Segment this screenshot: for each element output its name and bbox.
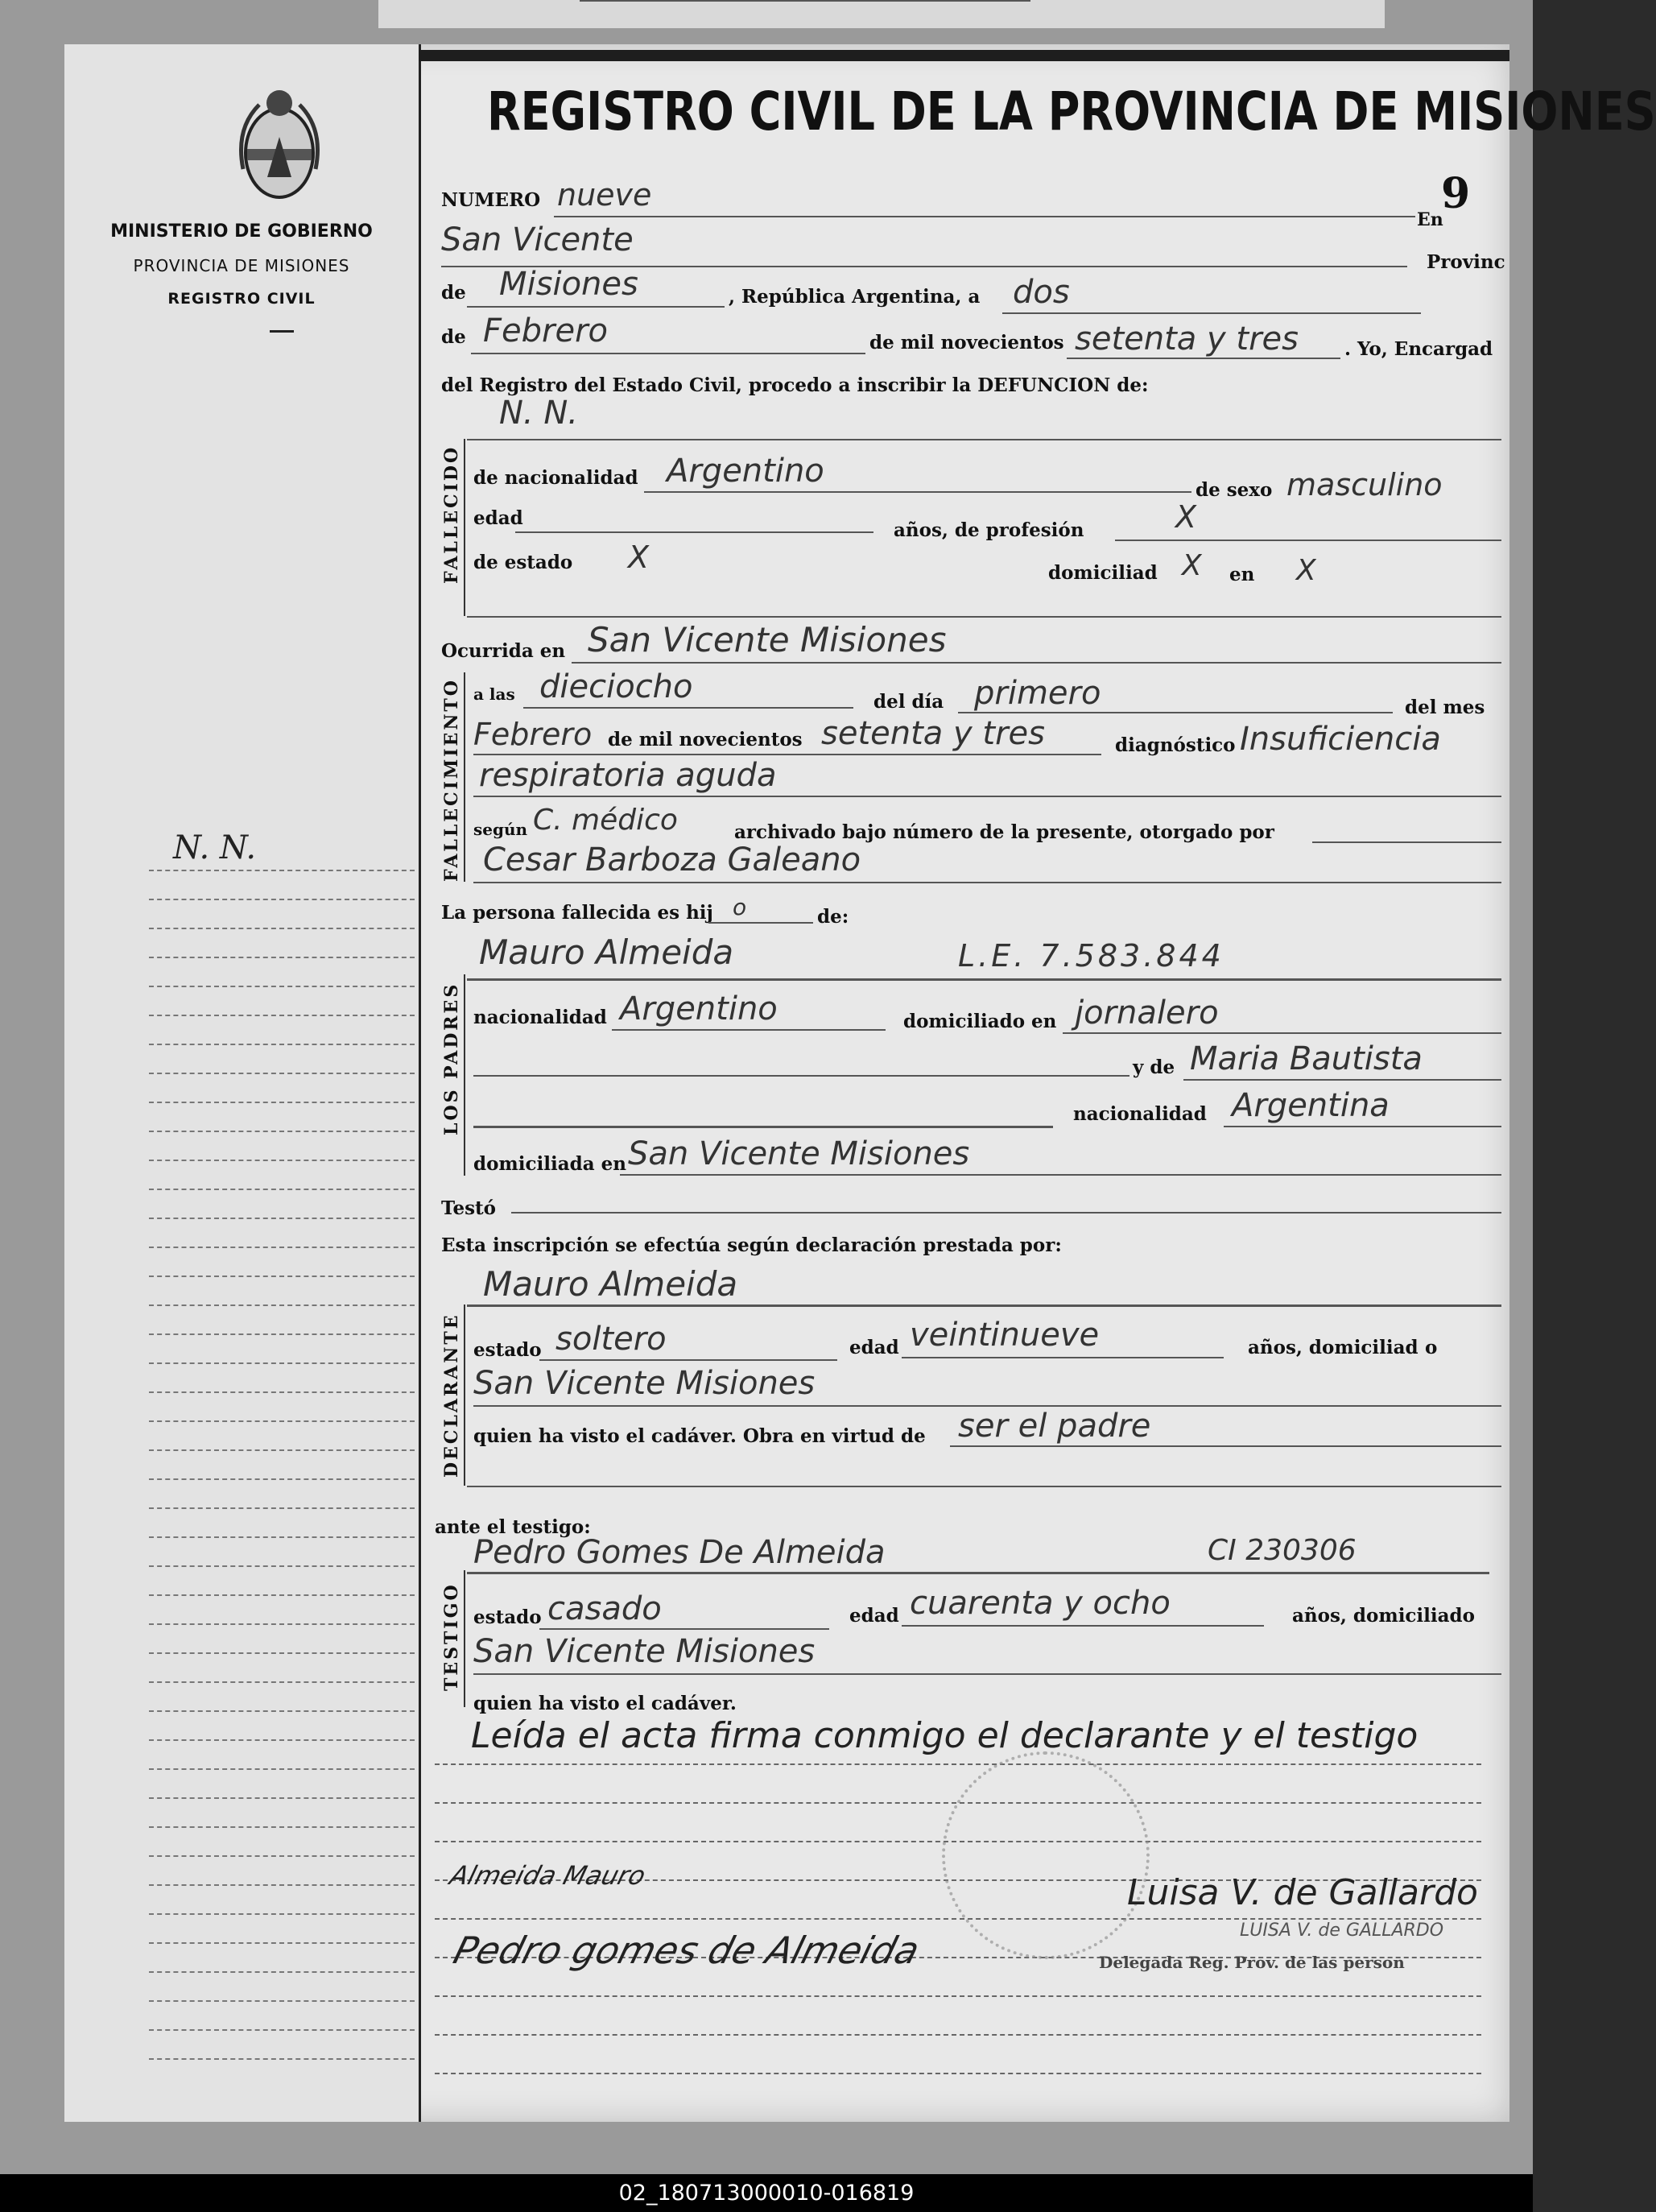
hijo-value: o [733,894,747,920]
testigo-doc-value: CI 230306 [1208,1534,1357,1567]
padres-bracket [464,974,465,1176]
closing-ruled-line [435,2073,1481,2074]
virtud-value: ser el padre [958,1408,1151,1445]
closing-ruled-line [435,1763,1481,1765]
registry-label: REGISTRO CIVIL [167,290,316,308]
ante-testigo-label: ante el testigo: [435,1516,591,1538]
diagnostico-label: diagnóstico [1115,734,1236,756]
coat-of-arms-icon [235,81,324,205]
province-value: Misiones [499,266,638,303]
diagnostico-value: Insuficiencia [1240,721,1441,758]
sello-nombre: LUISA V. de GALLARDO [1240,1921,1444,1941]
testigo-estado-rule [539,1628,829,1630]
provincia-label: Provinc [1427,251,1505,273]
stub-ruled-line [149,899,415,900]
en-value: X [1296,554,1316,587]
segun-label: según [473,820,528,839]
hijo-label: La persona fallecida es hij [441,902,713,924]
stub-ruled-line [149,1826,415,1828]
stub-ruled-line [149,1044,415,1045]
fallecido-name-rule [467,439,1501,440]
firma-declarante: Almeida Mauro [446,1860,649,1891]
testigo-edad-value: cuarenta y ocho [910,1585,1171,1622]
registro-label: del Registro del Estado Civil, procedo a inscribir la DEFUNCION de: [441,374,1149,396]
madre-value: Maria Bautista [1190,1040,1423,1077]
padre-nac-rule [612,1029,886,1031]
stub-ruled-line [149,1189,415,1190]
madre-nac-rule [1224,1126,1501,1127]
stub-ruled-line [149,1913,415,1915]
closing-ruled-line [435,2034,1481,2036]
padre-dom-value: jornalero [1075,994,1219,1032]
testigo-estado-label: estado [473,1606,542,1628]
testigo-edad-label: edad [849,1605,899,1627]
closing-ruled-line [435,1995,1481,1997]
stub-ruled-line [149,1797,415,1799]
province-rule [467,306,725,308]
hijo-rule [708,922,813,924]
ministry-label: MINISTERIO DE GOBIERNO [110,221,373,242]
edad-label: edad [473,507,523,529]
stub-ruled-line [149,1594,415,1596]
stub-ruled-line [149,1218,415,1219]
profesion-value: X [1175,499,1197,535]
fallecimiento-bracket [464,672,465,882]
padre-nac-value: Argentino [620,990,778,1027]
padre-nacionalidad-label: nacionalidad [473,1007,607,1028]
edad-rule [515,531,873,533]
stub-ruled-line [149,1710,415,1712]
declarante-end-rule [467,1486,1501,1487]
fallecido-section-label: FALLECIDO [441,444,462,584]
padre-extra-rule [473,1075,1129,1077]
stub-ruled-line [149,986,415,987]
stub-ruled-line [149,1333,415,1335]
de-label: de [441,282,466,304]
anios-label: años, de profesión [894,519,1084,541]
place-value: San Vicente [441,221,634,258]
image-id-text: 02_180713000010-016819 [618,2181,915,2206]
stub-ruled-line [149,1971,415,1973]
a-las-label: a las [473,684,515,704]
stub-ruled-line [149,2029,415,2031]
fallecido-name-value: N. N. [499,395,578,432]
sexo-value: masculino [1286,467,1443,502]
madre-rule [1183,1079,1501,1081]
declarante-section-label: DECLARANTE [441,1313,462,1478]
virtud-rule [950,1445,1501,1447]
testigo-quien-label: quien ha visto el cadáver. [473,1693,737,1714]
hora-value: dieciocho [539,668,693,705]
segun-value: C. médico [533,804,678,837]
declarante-estado-rule [539,1359,837,1361]
declarante-domicilio-value: San Vicente Misiones [473,1365,816,1402]
testigo-domicilio-rule [473,1673,1501,1675]
diagnostico-value-2: respiratoria aguda [479,757,777,794]
inscripcion-label: Esta inscripción se efectúa según declaración prestada por: [441,1234,1062,1256]
month-value: Febrero [483,312,608,349]
official-seal [942,1751,1150,1959]
ocurrida-rule [572,662,1501,664]
mil-label: de mil novecientos [869,332,1064,354]
testigo-section-label: TESTIGO [441,1582,462,1691]
dia-label: del día [873,691,944,713]
republica-label: , República Argentina, a [729,286,981,308]
stub-ruled-line [149,1160,415,1161]
profesion-rule [1115,540,1501,541]
testo-rule [511,1212,1501,1213]
dia-value: primero [974,675,1101,712]
domicilio-value: X [1182,549,1202,582]
page-title: REGISTRO CIVIL DE LA PROVINCIA DE MISIONES [487,81,1656,143]
madre-nacionalidad-label: nacionalidad [1073,1103,1207,1125]
padres-section-label: LOS PADRES [441,982,462,1135]
padre-doc: L.E. 7.583.844 [958,938,1224,974]
testigo-name-rule [467,1572,1489,1574]
declarante-estado-label: estado [473,1339,542,1361]
stub-ruled-line [149,1652,415,1654]
day-rule [1002,312,1421,314]
stub-ruled-line [149,1276,415,1277]
nacionalidad-value: Argentino [667,453,824,490]
en-label-fallecido: en [1229,564,1255,585]
stub-ruled-line [149,1391,415,1393]
stub-ruled-line [149,1073,415,1074]
numero-value: nueve [557,177,652,213]
stub-ruled-line [149,1131,415,1132]
stub-ruled-line [149,2058,415,2060]
testigo-estado-value: casado [547,1590,662,1627]
province-label: PROVINCIA DE MISIONES [133,256,350,275]
madre-nac-value: Argentina [1232,1087,1390,1124]
testigo-edad-rule [902,1625,1264,1627]
fallecido-end-rule [467,616,1501,618]
sexo-label: de sexo [1196,479,1273,501]
declarante-name-value: Mauro Almeida [483,1264,738,1304]
stub-ruled-line [149,1362,415,1364]
stub-ruled-line [149,928,415,929]
mes-value: Febrero [473,717,593,752]
domiciliado-label: domiciliado en [903,1011,1057,1032]
stub-ruled-line [149,1942,415,1944]
day-value: dos [1013,274,1070,311]
padre-dom-rule [1063,1032,1501,1034]
numero-rule [554,216,1415,217]
stub-ruled-line [149,1420,415,1422]
image-id-bar [0,2174,1533,2212]
stub-ruled-line [149,1739,415,1741]
ocurrida-value: San Vicente Misiones [588,620,947,659]
de-label-2: de [441,326,466,348]
leida-text: Leída el acta firma conmigo el declarante y el testigo [471,1715,1419,1756]
stub-divider [270,330,294,333]
stub-ruled-line [149,1478,415,1480]
stub-ruled-line [149,1536,415,1538]
declarante-domicilio-rule [473,1405,1501,1407]
medico-value: Cesar Barboza Galeano [483,841,861,879]
declarante-edad-value: veintinueve [910,1317,1100,1354]
estado-value: X [628,540,650,575]
archivado-label: archivado bajo número de la presente, otorgado por [734,821,1274,843]
mes-label: del mes [1405,697,1485,718]
padres-de-label: de: [817,906,849,928]
declarante-anios-value: o [1425,1337,1438,1358]
madre-extra-rule [473,1126,1053,1128]
anio-rule [473,754,1101,755]
previous-page-edge [378,0,1385,28]
month-rule [471,353,865,354]
testigo-anios-label: años, domiciliado [1292,1605,1475,1627]
padre-value: Mauro Almeida [479,932,734,972]
page-number: 9 [1441,169,1471,218]
domiciliada-value: San Vicente Misiones [628,1135,970,1172]
testigo-name-value: Pedro Gomes De Almeida [473,1534,886,1571]
stub-ruled-line [149,1565,415,1567]
hora-rule [523,707,853,709]
stub-ruled-line [149,2000,415,2002]
stub-ruled-line [149,1015,415,1016]
declarante-bracket [464,1304,465,1486]
firma-oficial: Luisa V. de Gallardo [1127,1872,1478,1913]
year-rule [1067,358,1340,359]
page-top-edge [419,50,1509,61]
testigo-domicilio-value: San Vicente Misiones [473,1633,816,1670]
closing-ruled-line [435,1918,1481,1920]
firma-testigo: Pedro gomes de Almeida [448,1929,924,1972]
stub-ruled-line [149,870,415,871]
declarante-name-rule [467,1304,1501,1307]
yo-label: . Yo, Encargad [1344,338,1493,360]
medico-rule [473,882,1501,883]
stub-ruled-line [149,1102,415,1103]
declarante-anios-label: años, domiciliad [1248,1337,1419,1358]
numero-label: NUMERO [441,189,541,211]
quien-label: quien ha visto el cadáver. Obra en virtud de [473,1425,926,1447]
mil-label-2: de mil novecientos [608,729,803,750]
estado-label: de estado [473,552,573,573]
stub-ruled-line [149,1304,415,1306]
domiciliada-label: domiciliada en [473,1153,626,1175]
en-label: En [1417,209,1443,230]
anio-value: setenta y tres [821,715,1045,752]
fallecimiento-section-label: FALLECIMIENTO [441,678,462,882]
declarante-estado-value: soltero [555,1321,667,1358]
y-de-label: y de [1133,1056,1175,1078]
diagnostico-rule [473,796,1501,797]
stub-ruled-line [149,1855,415,1857]
archivado-rule [1312,841,1501,843]
stub-ruled-line [149,1884,415,1886]
domicilio-label: domiciliad [1048,562,1158,584]
testo-label: Testó [441,1197,497,1219]
dia-rule [958,712,1393,713]
fallecido-bracket [464,439,465,616]
padre-rule [467,978,1501,981]
stub-ruled-line [149,1768,415,1770]
stub-ruled-line [149,1623,415,1625]
stub-ruled-line [149,1247,415,1248]
stub-entry-name: N. N. [173,829,257,866]
stub-column [64,44,421,2122]
declarante-edad-label: edad [849,1337,899,1358]
ocurrida-label: Ocurrida en [441,640,566,662]
sello-cargo: Delegada Reg. Prov. de las person [1099,1953,1405,1972]
nacionalidad-rule [644,491,1191,493]
stub-ruled-line [149,1449,415,1451]
nacionalidad-label: de nacionalidad [473,467,638,489]
domiciliada-rule [620,1174,1501,1176]
testigo-bracket [464,1570,465,1707]
stub-ruled-line [149,957,415,958]
stub-ruled-line [149,1681,415,1683]
declarante-edad-rule [902,1357,1224,1358]
year-value: setenta y tres [1075,320,1299,358]
stub-ruled-line [149,1507,415,1509]
estado-rule [580,0,1030,2]
